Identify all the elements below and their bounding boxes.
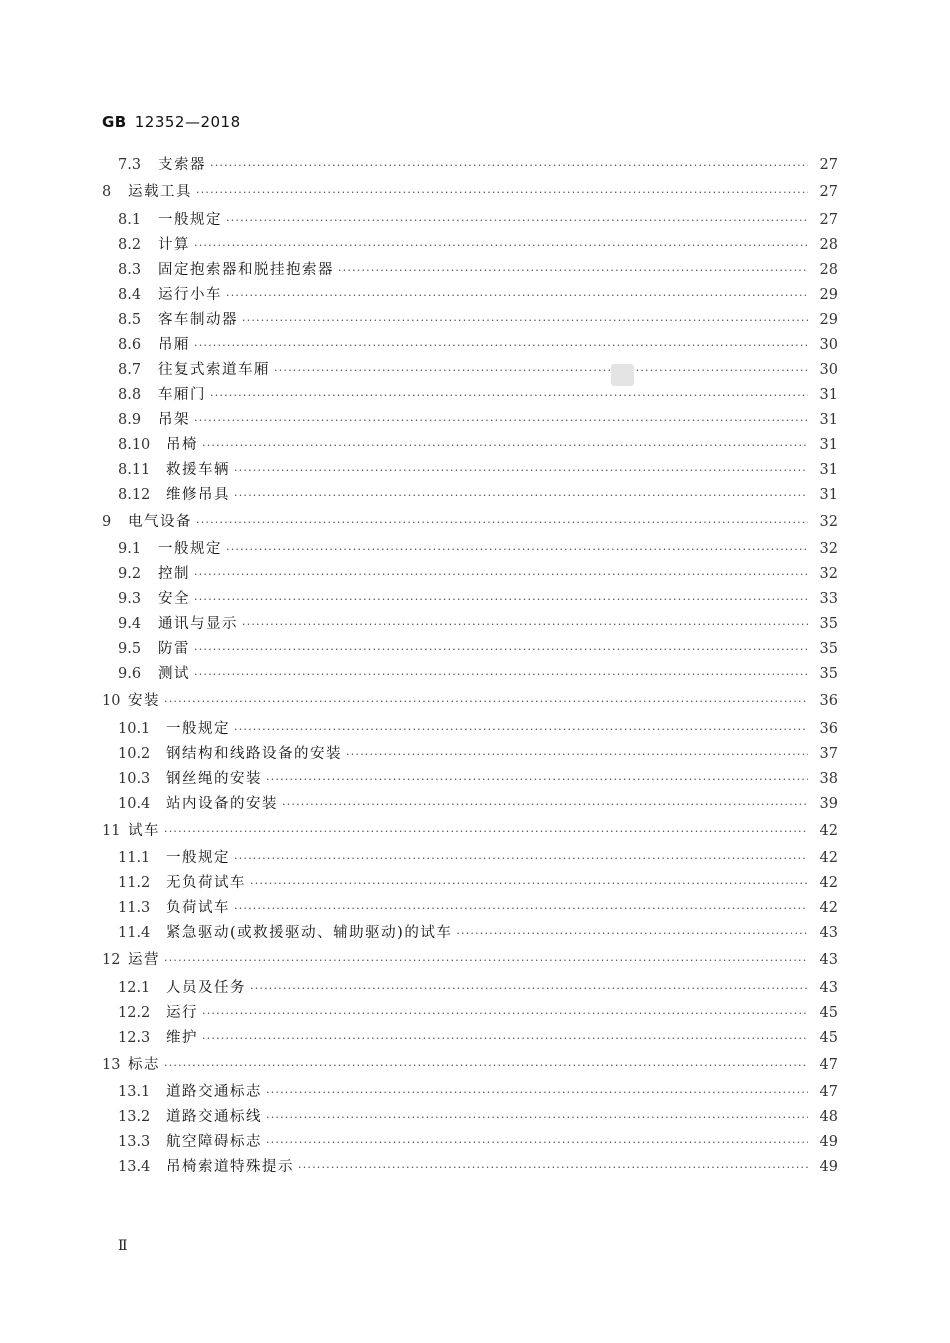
toc-entry-number: 13.1 [118,1084,151,1100]
toc-section-entry[interactable] [100,1105,838,1130]
toc-entry-title: 客车制动器 [158,311,238,328]
toc-entry-page: 37 [819,745,838,762]
toc-entry-number: 9.4 [118,616,142,632]
dot-leader [164,946,808,976]
toc-entry-page: 27 [819,211,838,228]
toc-entry-number: 10 [102,693,121,709]
toc-entry-title: 无负荷试车 [166,875,246,891]
toc-section-entry[interactable] [100,537,838,562]
page-number: Ⅱ [118,1238,128,1254]
dot-leader [194,587,808,612]
dot-leader [234,896,808,921]
toc-entry-title: 吊架 [158,411,190,428]
toc-entry-page: 29 [819,286,838,303]
toc-entry-title: 车厢门 [158,386,206,403]
toc-entry-page: 36 [819,720,838,737]
toc-entry-page: 32 [819,541,838,557]
toc-section-entry[interactable] [100,458,838,483]
dot-leader [194,333,808,358]
toc-entry-title: 运营 [128,952,160,968]
toc-section-entry[interactable] [100,1026,838,1051]
toc-section-entry[interactable] [100,717,838,742]
toc-entry-page: 49 [819,1159,838,1175]
toc-entry-page: 48 [819,1109,838,1125]
toc-section-entry[interactable] [100,433,838,458]
dot-leader [210,153,808,178]
toc-section-entry[interactable] [100,1130,838,1155]
table-of-contents [100,153,838,1180]
toc-section-entry[interactable] [100,846,838,871]
toc-entry-page: 28 [819,236,838,253]
toc-entry-number: 11.4 [118,925,151,941]
toc-section-entry[interactable] [100,637,838,662]
toc-entry-title: 吊椅索道特殊提示 [166,1159,294,1175]
toc-entry-title: 站内设备的安装 [166,795,278,812]
dot-leader [234,483,808,508]
toc-entry-title: 吊椅 [166,436,198,453]
toc-entry-title: 一般规定 [166,850,230,866]
toc-entry-title: 航空障碍标志 [166,1134,262,1150]
toc-section-entry[interactable] [100,562,838,587]
toc-section-entry[interactable] [100,258,838,283]
toc-section-entry[interactable] [100,308,838,333]
toc-section-entry[interactable] [100,483,838,508]
scan-artifact [611,364,634,386]
dot-leader [456,921,808,946]
dot-leader [164,687,808,717]
toc-section-entry[interactable] [100,792,838,817]
toc-entry-number: 9 [102,513,112,530]
toc-entry-title: 一般规定 [158,211,222,228]
toc-entry-number: 10.2 [118,745,151,762]
standard-code: 12352—2018 [134,113,241,131]
toc-entry-title: 救援车辆 [166,461,230,478]
dot-leader [202,1001,808,1026]
dot-leader [234,458,808,483]
toc-entry-number: 11.3 [118,900,151,916]
toc-entry-title: 计算 [158,236,190,253]
toc-entry-page: 29 [819,311,838,328]
dot-leader [266,1080,808,1105]
toc-entry-number: 10.4 [118,795,151,812]
toc-entry-number: 9.6 [118,666,142,682]
toc-entry-page: 31 [819,411,838,428]
toc-entry-title: 钢丝绳的安装 [166,770,262,787]
toc-entry-number: 13.3 [118,1134,151,1150]
toc-entry-number: 8.10 [118,436,151,453]
toc-section-entry[interactable] [100,612,838,637]
toc-entry-page: 42 [819,875,838,891]
toc-entry-title: 电气设备 [128,513,192,530]
dot-leader [242,612,808,637]
toc-entry-number: 8.3 [118,261,142,278]
toc-chapter-entry[interactable] [100,178,838,208]
toc-entry-number: 11.1 [118,850,151,866]
dot-leader [298,1155,808,1180]
dot-leader [226,208,808,233]
dot-leader [234,846,808,871]
dot-leader [266,1105,808,1130]
toc-entry-number: 12.3 [118,1029,151,1046]
document-header [102,113,241,131]
dot-leader [194,662,808,687]
dot-leader [266,767,808,792]
dot-leader [202,1026,808,1051]
toc-entry-number: 11 [102,822,121,839]
toc-entry-title: 控制 [158,566,190,582]
toc-entry-page: 42 [819,822,838,839]
dot-leader [194,233,808,258]
toc-entry-number: 8.4 [118,286,142,303]
toc-entry-title: 道路交通标志 [166,1084,262,1100]
toc-entry-page: 33 [819,591,838,607]
toc-section-entry[interactable] [100,153,838,178]
dot-leader [196,178,808,208]
toc-section-entry[interactable] [100,767,838,792]
toc-section-entry[interactable] [100,1155,838,1180]
toc-entry-number: 8.8 [118,386,142,403]
toc-entry-title: 紧急驱动(或救援驱动、辅助驱动)的试车 [166,925,453,941]
toc-section-entry[interactable] [100,896,838,921]
toc-entry-number: 9.2 [118,566,142,582]
dot-leader [274,358,808,383]
toc-chapter-entry[interactable] [100,946,838,976]
toc-entry-title: 防雷 [158,641,190,657]
dot-leader [346,742,808,767]
toc-entry-number: 8 [102,184,112,200]
standard-prefix: GB [102,113,127,131]
toc-entry-page: 43 [819,979,838,996]
dot-leader [196,508,808,538]
toc-entry-page: 30 [819,361,838,378]
toc-entry-number: 9.3 [118,591,142,607]
toc-entry-number: 8.6 [118,336,142,353]
toc-entry-title: 人员及任务 [166,979,246,996]
toc-entry-title: 运行 [166,1004,198,1021]
toc-entry-number: 8.12 [118,486,151,503]
toc-entry-number: 10.1 [118,720,151,737]
toc-entry-page: 39 [819,795,838,812]
toc-entry-page: 35 [819,616,838,632]
dot-leader [234,717,808,742]
toc-entry-number: 11.2 [118,875,151,891]
toc-entry-page: 47 [819,1056,838,1073]
toc-entry-number: 8.5 [118,311,142,328]
toc-entry-number: 13.4 [118,1159,151,1175]
dot-leader [164,817,808,847]
toc-entry-page: 32 [819,513,838,530]
toc-section-entry[interactable] [100,742,838,767]
toc-section-entry[interactable] [100,871,838,896]
dot-leader [250,976,808,1001]
toc-entry-number: 8.7 [118,361,142,378]
toc-entry-page: 28 [819,261,838,278]
toc-section-entry[interactable] [100,921,838,946]
toc-entry-page: 38 [819,770,838,787]
toc-entry-page: 27 [819,184,838,200]
toc-entry-title: 支索器 [158,157,206,173]
toc-section-entry[interactable] [100,358,838,383]
dot-leader [194,637,808,662]
toc-entry-number: 8.11 [118,461,151,478]
toc-entry-title: 试车 [128,822,160,839]
toc-entry-page: 49 [819,1134,838,1150]
toc-entry-title: 一般规定 [166,720,230,737]
toc-entry-number: 13.2 [118,1109,151,1125]
toc-entry-number: 9.1 [118,541,142,557]
toc-entry-page: 43 [819,925,838,941]
toc-entry-page: 31 [819,486,838,503]
toc-entry-title: 固定抱索器和脱挂抱索器 [158,261,334,278]
toc-entry-page: 32 [819,566,838,582]
toc-entry-number: 8.2 [118,236,142,253]
toc-entry-number: 9.5 [118,641,142,657]
toc-section-entry[interactable] [100,976,838,1001]
toc-entry-title: 维护 [166,1029,198,1046]
toc-entry-title: 维修吊具 [166,486,230,503]
toc-entry-number: 12.2 [118,1004,151,1021]
dot-leader [266,1130,808,1155]
toc-entry-title: 标志 [128,1056,160,1073]
toc-entry-page: 36 [819,693,838,709]
toc-section-entry[interactable] [100,208,838,233]
dot-leader [282,792,808,817]
toc-section-entry[interactable] [100,1080,838,1105]
toc-entry-title: 负荷试车 [166,900,230,916]
dot-leader [164,1051,808,1081]
toc-entry-title: 测试 [158,666,190,682]
toc-section-entry[interactable] [100,587,838,612]
toc-entry-title: 钢结构和线路设备的安装 [166,745,342,762]
toc-entry-page: 47 [819,1084,838,1100]
toc-chapter-entry[interactable] [100,508,838,538]
toc-entry-title: 吊厢 [158,336,190,353]
toc-entry-page: 42 [819,850,838,866]
toc-section-entry[interactable] [100,1001,838,1026]
toc-entry-title: 一般规定 [158,541,222,557]
toc-chapter-entry[interactable] [100,817,838,847]
dot-leader [194,408,808,433]
toc-chapter-entry[interactable] [100,1051,838,1081]
toc-section-entry[interactable] [100,383,838,408]
toc-entry-title: 运载工具 [128,184,192,200]
toc-entry-title: 安全 [158,591,190,607]
toc-entry-number: 10.3 [118,770,151,787]
toc-entry-number: 7.3 [118,157,142,173]
dot-leader [226,537,808,562]
dot-leader [250,871,808,896]
toc-entry-number: 8.9 [118,411,142,428]
toc-section-entry[interactable] [100,408,838,433]
toc-section-entry[interactable] [100,283,838,308]
toc-entry-number: 13 [102,1056,121,1073]
toc-entry-page: 43 [819,952,838,968]
toc-entry-page: 27 [819,157,838,173]
toc-entry-title: 运行小车 [158,286,222,303]
toc-entry-title: 往复式索道车厢 [158,361,270,378]
toc-entry-title: 通讯与显示 [158,616,238,632]
toc-entry-page: 31 [819,436,838,453]
toc-entry-page: 45 [819,1004,838,1021]
toc-entry-title: 道路交通标线 [166,1109,262,1125]
dot-leader [242,308,808,333]
toc-section-entry[interactable] [100,233,838,258]
dot-leader [194,562,808,587]
toc-entry-number: 12 [102,952,121,968]
dot-leader [210,383,808,408]
toc-section-entry[interactable] [100,662,838,687]
toc-section-entry[interactable] [100,333,838,358]
toc-entry-title: 安装 [128,693,160,709]
toc-entry-page: 45 [819,1029,838,1046]
dot-leader [202,433,808,458]
toc-entry-page: 30 [819,336,838,353]
toc-entry-page: 35 [819,641,838,657]
toc-entry-page: 42 [819,900,838,916]
dot-leader [226,283,808,308]
toc-chapter-entry[interactable] [100,687,838,717]
toc-entry-page: 31 [819,461,838,478]
dot-leader [338,258,808,283]
toc-entry-number: 12.1 [118,979,151,996]
toc-entry-page: 35 [819,666,838,682]
toc-entry-number: 8.1 [118,211,142,228]
toc-entry-page: 31 [819,386,838,403]
